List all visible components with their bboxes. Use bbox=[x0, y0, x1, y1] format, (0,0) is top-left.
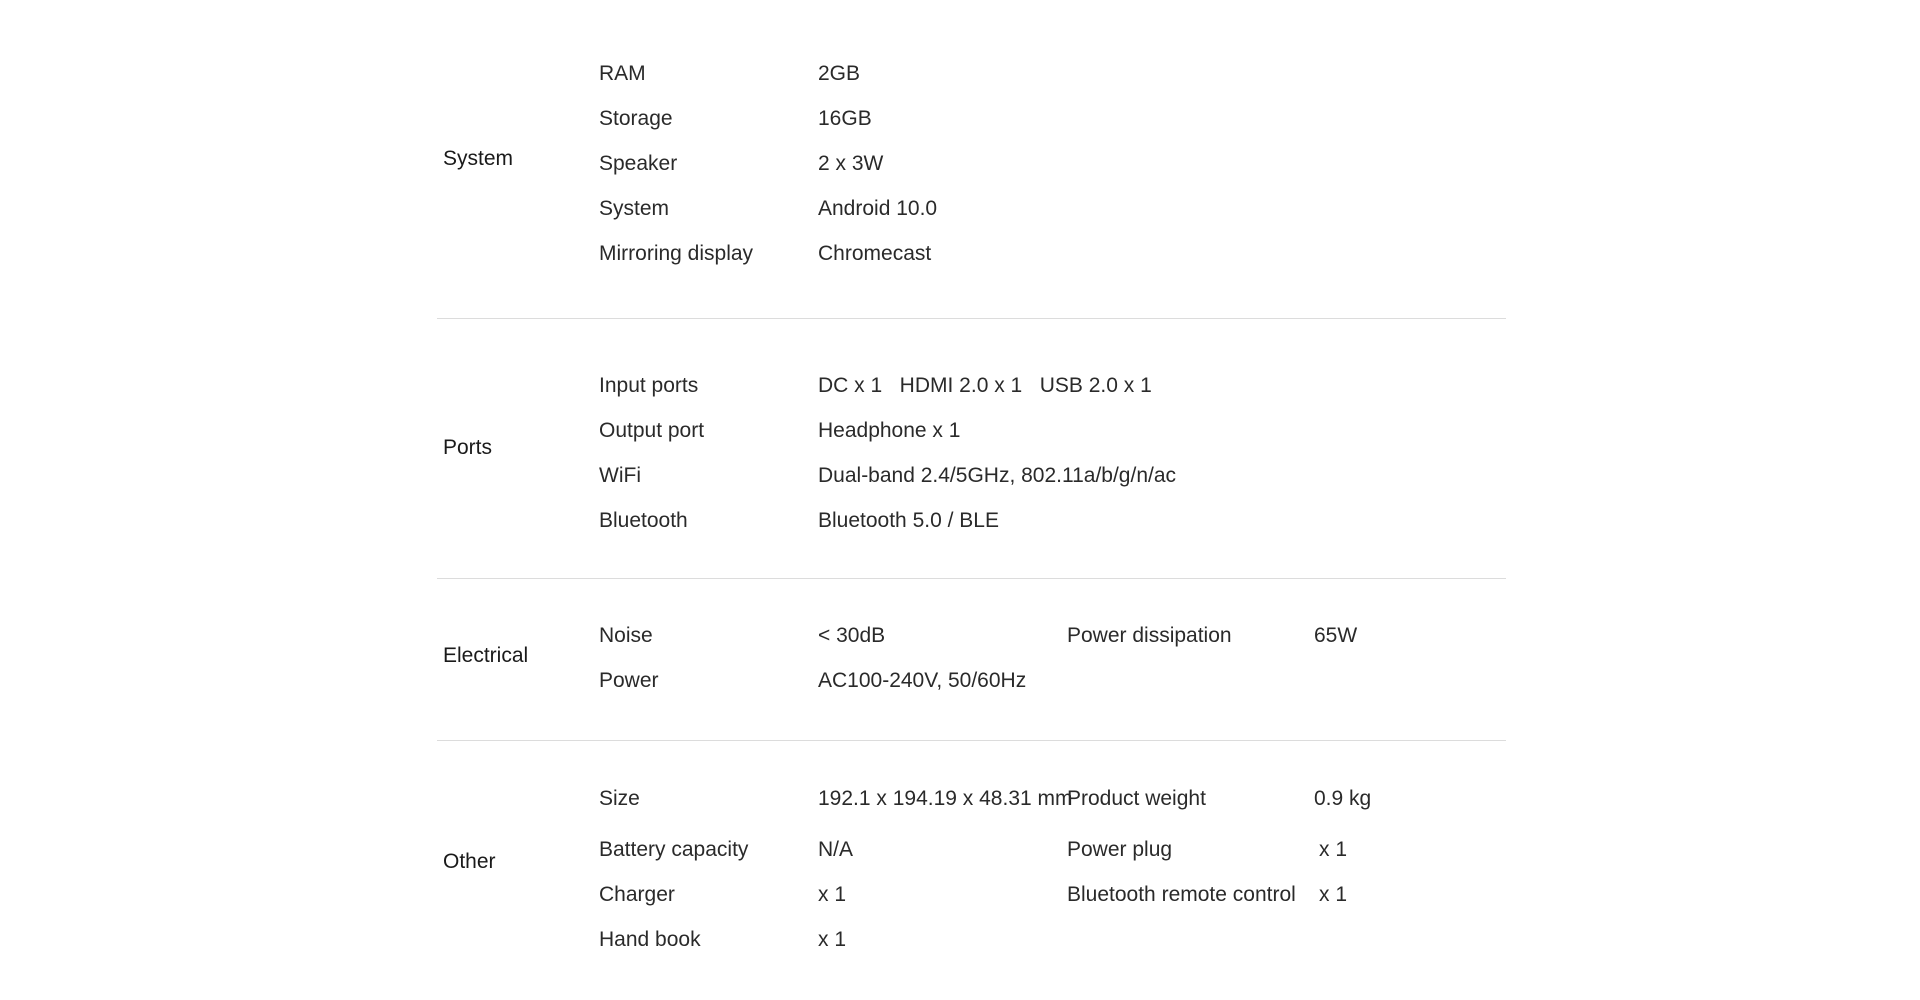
spec-value: < 30dB bbox=[818, 624, 886, 647]
section-ports bbox=[437, 319, 1506, 579]
spec-row bbox=[437, 621, 1506, 651]
spec-label: Input ports bbox=[599, 374, 699, 397]
spec-value: Dual-band 2.4/5GHz, 802.11a/b/g/n/ac bbox=[818, 464, 1177, 487]
spec-value: x 1 bbox=[818, 883, 847, 906]
spec-row bbox=[437, 239, 1506, 269]
spec-row bbox=[437, 104, 1506, 134]
spec-row bbox=[437, 666, 1506, 696]
section-title: Ports bbox=[443, 436, 493, 459]
section-title: System bbox=[443, 147, 514, 170]
spec-row bbox=[437, 835, 1506, 865]
section-system bbox=[437, 0, 1506, 319]
spec-value: N/A bbox=[818, 838, 854, 861]
section-title: Other bbox=[443, 850, 496, 873]
section-title: Electrical bbox=[443, 644, 529, 667]
spec-value: Headphone x 1 bbox=[818, 419, 961, 442]
spec-row bbox=[437, 880, 1506, 910]
section-other bbox=[437, 741, 1506, 991]
spec-value: x 1 bbox=[1319, 883, 1348, 906]
spec-label: Mirroring display bbox=[599, 242, 754, 265]
spec-label: Hand book bbox=[599, 928, 701, 951]
spec-row bbox=[437, 461, 1506, 491]
spec-row bbox=[437, 506, 1506, 536]
spec-row bbox=[437, 59, 1506, 89]
spec-label: Battery capacity bbox=[599, 838, 749, 861]
spec-row bbox=[437, 784, 1506, 814]
spec-row bbox=[437, 416, 1506, 446]
spec-table bbox=[437, 0, 1506, 991]
spec-label: Power bbox=[599, 669, 659, 692]
spec-value: Chromecast bbox=[818, 242, 932, 265]
section-electrical bbox=[437, 579, 1506, 741]
spec-label: Bluetooth bbox=[599, 509, 688, 532]
spec-label: WiFi bbox=[599, 464, 641, 487]
spec-label: Noise bbox=[599, 624, 653, 647]
spec-label: Storage bbox=[599, 107, 673, 130]
spec-label: System bbox=[599, 197, 670, 220]
spec-row bbox=[437, 149, 1506, 179]
spec-label: RAM bbox=[599, 62, 646, 85]
spec-label: Charger bbox=[599, 883, 675, 906]
spec-label: Product weight bbox=[1067, 787, 1206, 810]
spec-value: 2GB bbox=[818, 62, 861, 85]
spec-label: Size bbox=[599, 787, 640, 810]
spec-label: Output port bbox=[599, 419, 705, 442]
spec-row bbox=[437, 925, 1506, 955]
spec-value: 192.1 x 194.19 x 48.31 mm bbox=[818, 787, 1073, 810]
spec-value: x 1 bbox=[818, 928, 847, 951]
spec-label: Bluetooth remote control bbox=[1067, 883, 1296, 906]
spec-value: 16GB bbox=[818, 107, 872, 130]
spec-value: Bluetooth 5.0 / BLE bbox=[818, 509, 999, 532]
spec-value: AC100-240V, 50/60Hz bbox=[818, 669, 1027, 692]
spec-row bbox=[437, 194, 1506, 224]
spec-value: 2 x 3W bbox=[818, 152, 884, 175]
spec-value: Android 10.0 bbox=[818, 197, 938, 220]
spec-value: x 1 bbox=[1319, 838, 1348, 861]
spec-row bbox=[437, 371, 1506, 401]
spec-label: Speaker bbox=[599, 152, 678, 175]
spec-label: Power plug bbox=[1067, 838, 1173, 861]
spec-value: 0.9 kg bbox=[1314, 787, 1372, 810]
spec-value: 65W bbox=[1314, 624, 1358, 647]
spec-label: Power dissipation bbox=[1067, 624, 1232, 647]
spec-value: DC x 1 HDMI 2.0 x 1 USB 2.0 x 1 bbox=[818, 374, 1152, 397]
